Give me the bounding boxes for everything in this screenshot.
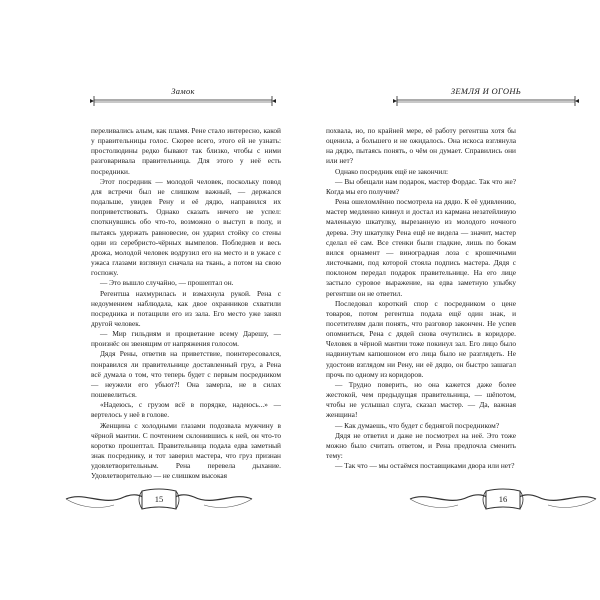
paragraph: — Мир гильдиям и процветание всему Дарешу, — произнёс он звенящим от напряжения голосом. <box>91 329 281 349</box>
paragraph: переливались алым, как пламя. Рене стало интересно, какой у правительницы голос. Скорее всего, этого ей не узнать: простолюдины редко бывают так близко, чтобы с ними разговаривала правительница. Для этого у неё есть посредники. <box>91 126 281 176</box>
right-page <box>300 0 600 600</box>
running-head-right <box>393 86 579 108</box>
folio-right <box>408 485 598 515</box>
page-number: 16 <box>498 494 508 504</box>
paragraph: Однако посредник ещё не закончил: <box>335 166 449 176</box>
running-head-left <box>90 86 276 108</box>
paragraph: Этот посредник — молодой человек, поскольку повод для встречи был не слишком важный, — держался подальше, увидев Рену и её дядю, направился их поприветствовать. Однако сказать ничего не успел: споткнувшись обо что-то, возможно о выступ в полу, и пытаясь удержать равновесие, он ударил стойку со стены одни из серебристо-чёрных вымпелов. Побледнев и весь дрожа, молодой человек водрузил его на место и в ужасе с ужаса глазами взглянул сначала на ткань, а потом на свою госпожу. <box>91 176 281 278</box>
paragraph: — Трудно поверить, но она кажется даже более жестокой, чем предыдущая правительница, — шёпотом, чтобы не услышал слуга, сказал мастер. — Да, важная женщина! <box>326 379 516 420</box>
paragraph: похвала, но, по крайней мере, её работу регентша хотя бы оценила, а большего и не ожидалось. Она искоса взглянула на дядю, пытаясь понять, о чём он думает. Справились они или нет? <box>326 126 516 166</box>
paragraph: Дядя Рены, ответив на приветствие, поинтересовался, понравился ли правительнице доставленный груз, а Рена всё думала о том, что теперь будет с первым посредником — неужели его убьют?! Она замерла, не в силах пошевелиться. <box>91 349 281 400</box>
paragraph: Последовал короткий спор с посредником о цене товаров, потом регентша подала ещё один знак, и посетителям дали понять, что разговор закончен. Не успев опомниться, Рена с дядей снова очутились в коридоре. Человек в чёрной мантии тоже покинул зал. Его лицо было надвинутым капюшоном его лица было не разглядеть. Не удостоив взглядом ни Рену, ни её дядю, он быстро зашагал прочь по одному из коридоров. <box>326 298 516 379</box>
body-text-right <box>326 126 516 471</box>
folio-left <box>64 485 254 515</box>
paragraph: — Как думаешь, что будет с беднягой посредником? <box>335 420 500 430</box>
paragraph: Дядя не ответил и даже не посмотрел на неё. Это тоже можно было считать ответом, и Рена предпочла сменить тему: <box>326 430 516 460</box>
page-number: 15 <box>154 494 164 504</box>
paragraph: Регентша нахмурилась и взмахнула рукой. Рена с недоумением наблюдала, как двое охранников схватили посредника и потащили его из зала. Его место уже занял другой человек. <box>91 288 281 328</box>
running-head-title: Замок <box>171 86 195 96</box>
paragraph: — Вы обещали нам подарок, мастер Фордас. Так что же? Когда мы его получим? <box>326 176 516 196</box>
running-head-title: ЗЕМЛЯ И ОГОНЬ <box>450 86 522 96</box>
paragraph: — Так что — мы остаёмся поставщиками двора или нет? <box>335 461 515 471</box>
body-text-left <box>91 126 281 481</box>
paragraph: — Это вышло случайно, — прошептал он. <box>100 278 234 288</box>
paragraph: Рена ошеломлённо посмотрела на дядю. К её удивлению, мастер медленно кивнул и достал из кармана незатейливую маленькую шкатулку, вырезанную из молодого ночного дерева. Эту шкатулку Рена ещё не видела — значит, мастер сделал её сам. Все стенки были гладкие, лишь по бокам вился орнамент — виноградная лоза с крошечными листочками, под которой стояла подпись мастера. Дядя с поклоном передал подарок правительнице. На его лице застыло суровое выражение, на едва заметную улыбку регентши он не ответил. <box>326 197 516 298</box>
paragraph: Женщина с холодными глазами подозвала мужчину в чёрной мантии. С почтением склонившись к ней, он что-то коротко прошептал. Правительница подала едва заметный знак посреднику, и тот заверил мастера, что груз признан удовлетворительным. Рена перевела дыхание. Удовлетворительно — не слишком высокая <box>91 420 281 481</box>
paragraph: «Надеюсь, с грузом всё в порядке, надеюсь...» — вертелось у неё в голове. <box>91 400 281 420</box>
